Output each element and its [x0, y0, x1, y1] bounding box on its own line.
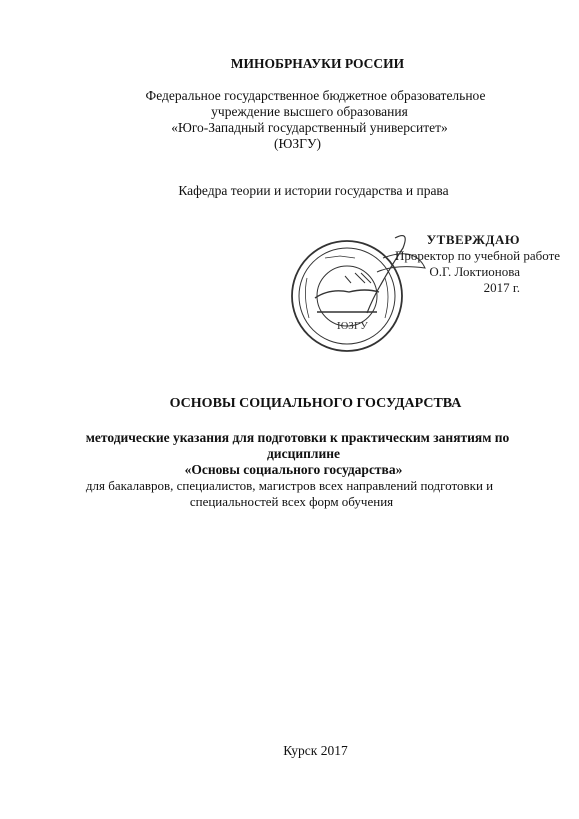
approval-date: 2017 г. [483, 280, 520, 295]
approval-heading: УТВЕРЖДАЮ [426, 232, 520, 247]
subtitle-line-3: «Основы социального государства» [184, 462, 403, 477]
document-title: ОСНОВЫ СОЦИАЛЬНОГО ГОСУДАРСТВА [169, 396, 462, 411]
org-name-line-2: учреждение высшего образования [211, 104, 408, 119]
approval-block [395, 232, 561, 296]
subtitle-line-5: специальностей всех форм обучения [189, 494, 394, 509]
org-name-line-1: Федеральное государственное бюджетное образовательное [145, 88, 486, 103]
approval-signatory: О.Г. Локтионова [429, 264, 520, 279]
ministry-heading: МИНОБРНАУКИ РОССИИ [230, 56, 405, 71]
subtitle-line-2: дисциплине [266, 446, 341, 461]
subtitle-line-1: методические указания для подготовки к практическим занятиям по [85, 430, 510, 445]
org-abbreviation: (ЮЗГУ) [274, 136, 321, 151]
approval-position: Проректор по учебной работе [395, 248, 561, 263]
department-name: Кафедра теории и истории государства и права [178, 183, 449, 198]
seal-text: ЮЗГУ [337, 320, 368, 332]
org-name-line-3: «Юго-Западный государственный университет» [171, 120, 448, 135]
city-year: Курск 2017 [283, 743, 348, 758]
subtitle-line-4: для бакалавров, специалистов, магистров всех направлений подготовки и [85, 478, 494, 493]
